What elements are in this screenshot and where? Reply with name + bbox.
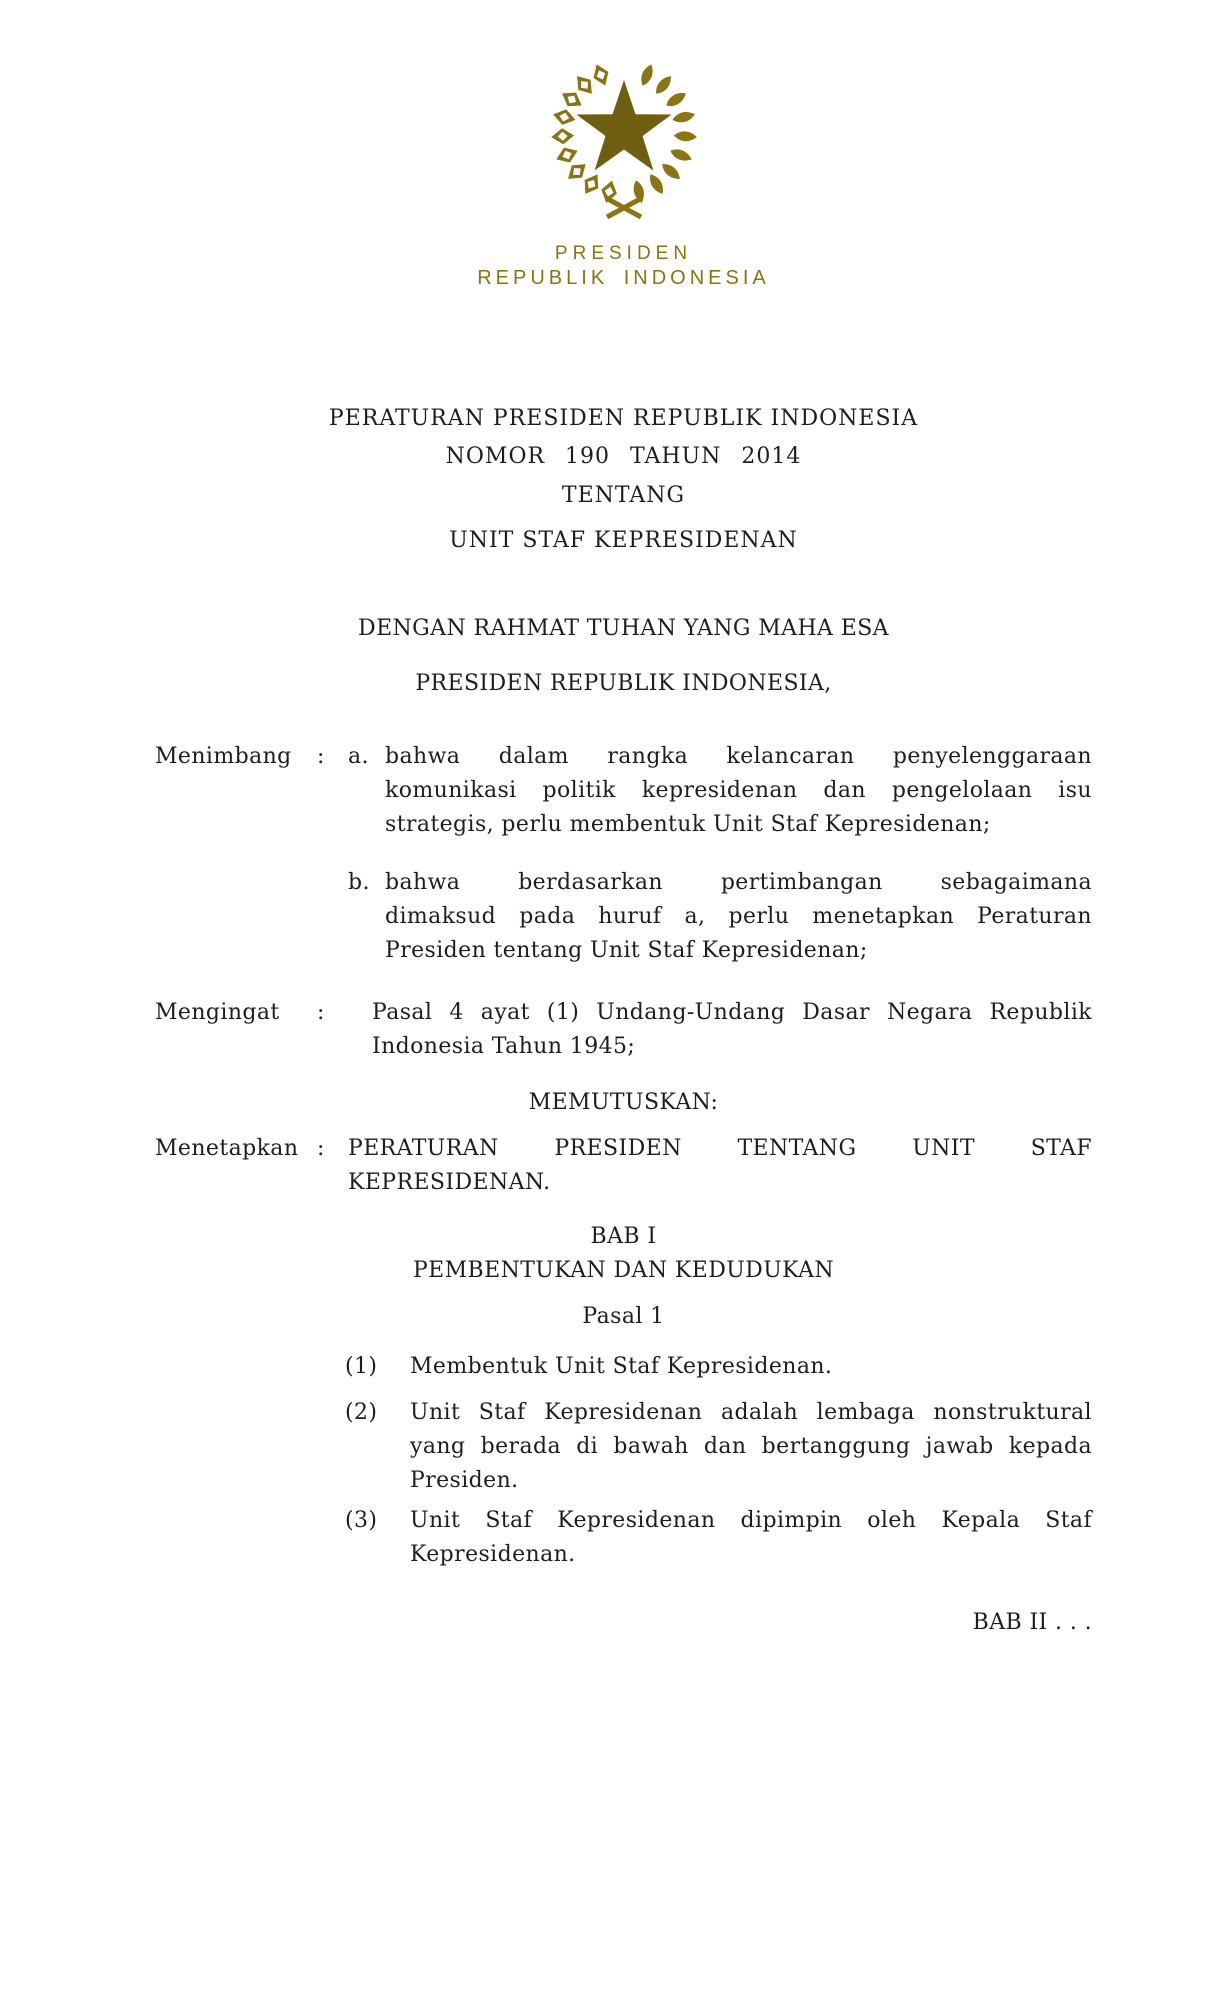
paragraph-line: Indonesia Tahun 1945;	[372, 1034, 636, 1059]
pasal1-item-2	[155, 1396, 1092, 1498]
doc-title-tentang: TENTANG	[561, 483, 686, 508]
presidential-emblem	[155, 40, 1092, 222]
paragraph-line: Presiden tentang Unit Staf Kepresidenan;	[385, 938, 868, 963]
menimbang-colon: :	[317, 744, 325, 769]
paragraph-line: dimaksud pada huruf a, perlu menetapkan Peraturan	[385, 904, 1092, 929]
item-marker: b.	[348, 870, 370, 895]
paragraph-line: Kepresidenan.	[410, 1542, 576, 1567]
paragraph-line: Unit Staf Kepresidenan dipimpin oleh Kepala Staf	[410, 1508, 1092, 1533]
menetapkan-colon: :	[317, 1136, 325, 1161]
paragraph-line: komunikasi politik kepresidenan dan pengelolaan isu	[385, 778, 1092, 803]
paragraph-line: Membentuk Unit Staf Kepresidenan.	[410, 1354, 833, 1379]
letterhead-republik-indonesia: REPUBLIK INDONESIA	[477, 267, 770, 289]
mengingat-label: Mengingat	[155, 1000, 280, 1025]
paragraph-line: PERATURAN PRESIDEN TENTANG UNIT STAF	[348, 1136, 1092, 1161]
ayat-marker: (1)	[345, 1354, 378, 1379]
pasal1-item-3	[155, 1504, 1092, 1572]
item-marker: a.	[348, 744, 369, 769]
paragraph-line: bahwa berdasarkan pertimbangan sebagaimana	[385, 870, 1092, 895]
memutuskan-heading: MEMUTUSKAN:	[528, 1090, 719, 1115]
doc-title-line: PERATURAN PRESIDEN REPUBLIK INDONESIA	[328, 406, 919, 431]
paragraph-line: Unit Staf Kepresidenan adalah lembaga nonstruktural	[410, 1400, 1092, 1425]
mengingat-colon: :	[317, 1000, 325, 1025]
continuation-note: BAB II . . .	[972, 1610, 1092, 1635]
star-wreath-icon	[539, 40, 709, 222]
paragraph-line: bahwa dalam rangka kelancaran penyelenggaraan	[385, 744, 1092, 769]
paragraph-line: Presiden.	[410, 1468, 519, 1493]
mengingat-body	[372, 996, 1092, 1064]
menetapkan-body	[348, 1132, 1092, 1200]
mengingat-section	[155, 996, 1092, 1064]
paragraph-line: strategis, perlu membentuk Unit Staf Kepresidenan;	[385, 812, 991, 837]
authority-line: PRESIDEN REPUBLIK INDONESIA,	[415, 671, 832, 696]
paragraph-line: Pasal 4 ayat (1) Undang-Undang Dasar Negara Republik	[372, 1000, 1092, 1025]
bab1-heading	[155, 1220, 1092, 1288]
ayat-text	[410, 1396, 1092, 1498]
bab1-title: PEMBENTUKAN DAN KEDUDUKAN	[412, 1258, 835, 1283]
item-text	[385, 740, 1092, 842]
pasal1-item-1	[155, 1350, 1092, 1384]
pasal1-heading: Pasal 1	[582, 1304, 665, 1329]
menimbang-item-a	[348, 740, 1092, 842]
menimbang-label: Menimbang	[155, 744, 292, 769]
bab1-number: BAB I	[590, 1224, 657, 1249]
ayat-text	[410, 1504, 1092, 1572]
menimbang-item-b	[348, 866, 1092, 968]
doc-title-subject: UNIT STAF KEPRESIDENAN	[449, 528, 798, 553]
ayat-text	[410, 1350, 1092, 1384]
ayat-marker: (3)	[345, 1508, 378, 1533]
menimbang-body	[348, 740, 1092, 968]
paragraph-line: KEPRESIDENAN.	[348, 1170, 551, 1195]
menetapkan-section	[155, 1132, 1092, 1200]
invocation-line: DENGAN RAHMAT TUHAN YANG MAHA ESA	[358, 616, 889, 641]
menetapkan-label: Menetapkan	[155, 1136, 299, 1161]
paragraph-line: yang berada di bawah dan bertanggung jawab kepada	[410, 1434, 1092, 1459]
ayat-marker: (2)	[345, 1400, 378, 1425]
doc-title-nomor: NOMOR 190 TAHUN 2014	[445, 444, 802, 469]
item-text	[385, 866, 1092, 968]
letterhead-presiden: PRESIDEN	[554, 243, 693, 264]
menimbang-section	[155, 740, 1092, 968]
